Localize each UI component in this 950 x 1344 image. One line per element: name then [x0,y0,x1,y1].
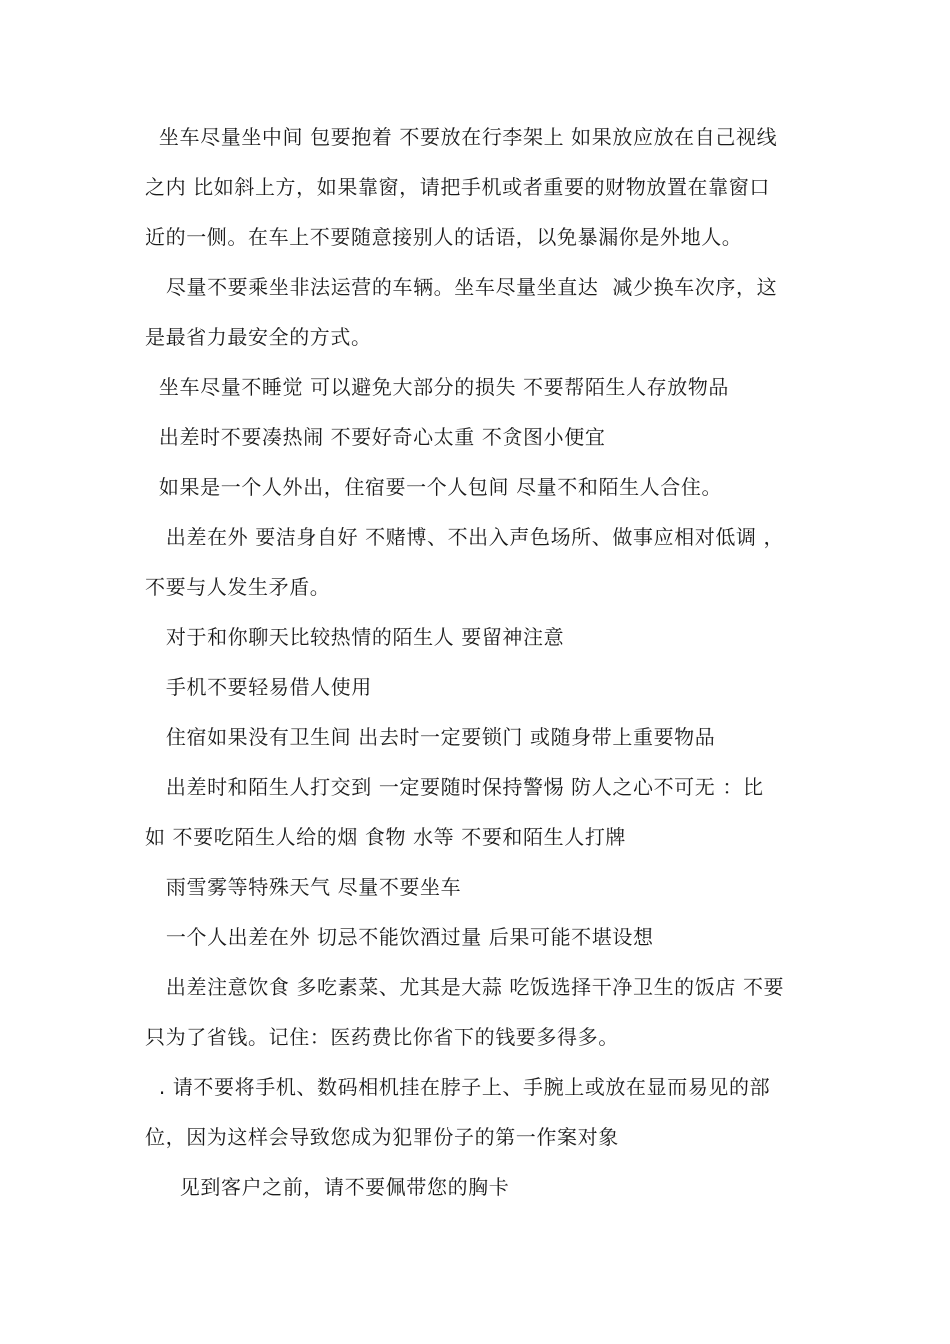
text-line: 只为了省钱。记住：医药费比你省下的钱要多得多。 [145,1025,619,1049]
text-line: 对于和你聊天比较热情的陌生人 要留神注意 [145,625,565,649]
text-line: 出差时不要凑热闹 不要好奇心太重 不贪图小便宜 [145,425,606,449]
text-line: 住宿如果没有卫生间 出去时一定要锁门 或随身带上重要物品 [145,725,716,749]
text-line: 雨雪雾等特殊天气 尽量不要坐车 [145,875,462,899]
text-line: 坐车尽量不睡觉 可以避免大部分的损失 不要帮陌生人存放物品 [145,375,730,399]
text-line: 如 不要吃陌生人给的烟 食物 水等 不要和陌生人打牌 [145,825,627,849]
text-line: 如果是一个人外出，住宿要一个人包间 尽量不和陌生人合住。 [145,475,723,499]
text-line: 之内 比如斜上方，如果靠窗，请把手机或者重要的财物放置在靠窗口 [145,175,770,199]
text-line: 出差注意饮食 多吃素菜、尤其是大蒜 吃饭选择干净卫生的饭店 不要 [145,975,785,999]
text-line: 出差在外 要洁身自好 不赌博、不出入声色场所、做事应相对低调 ， [145,525,785,549]
text-line: 尽量不要乘坐非法运营的车辆。坐车尽量坐直达 减少换车次序，这 [145,275,778,299]
text-line: 见到客户之前，请不要佩带您的胸卡 [145,1175,510,1199]
text-line: 一个人出差在外 切忌不能饮酒过量 后果可能不堪设想 [145,925,654,949]
text-line: 手机不要轻易借人使用 [145,675,372,699]
text-line: 坐车尽量坐中间 包要抱着 不要放在行李架上 如果放应放在自己视线 [145,125,778,149]
text-line: . 请不要将手机、数码相机挂在脖子上、手腕上或放在显而易见的部 [145,1075,771,1099]
text-line: 是最省力最安全的方式。 [145,325,372,349]
text-line: 近的一侧。在车上不要随意接别人的话语，以免暴漏你是外地人。 [145,225,743,249]
text-line: 出差时和陌生人打交到 一定要随时保持警惕 防人之心不可无 ：比 [145,775,764,799]
text-line: 位，因为这样会导致您成为犯罪份子的第一作案对象 [145,1125,619,1149]
text-line: 不要与人发生矛盾。 [145,575,331,599]
